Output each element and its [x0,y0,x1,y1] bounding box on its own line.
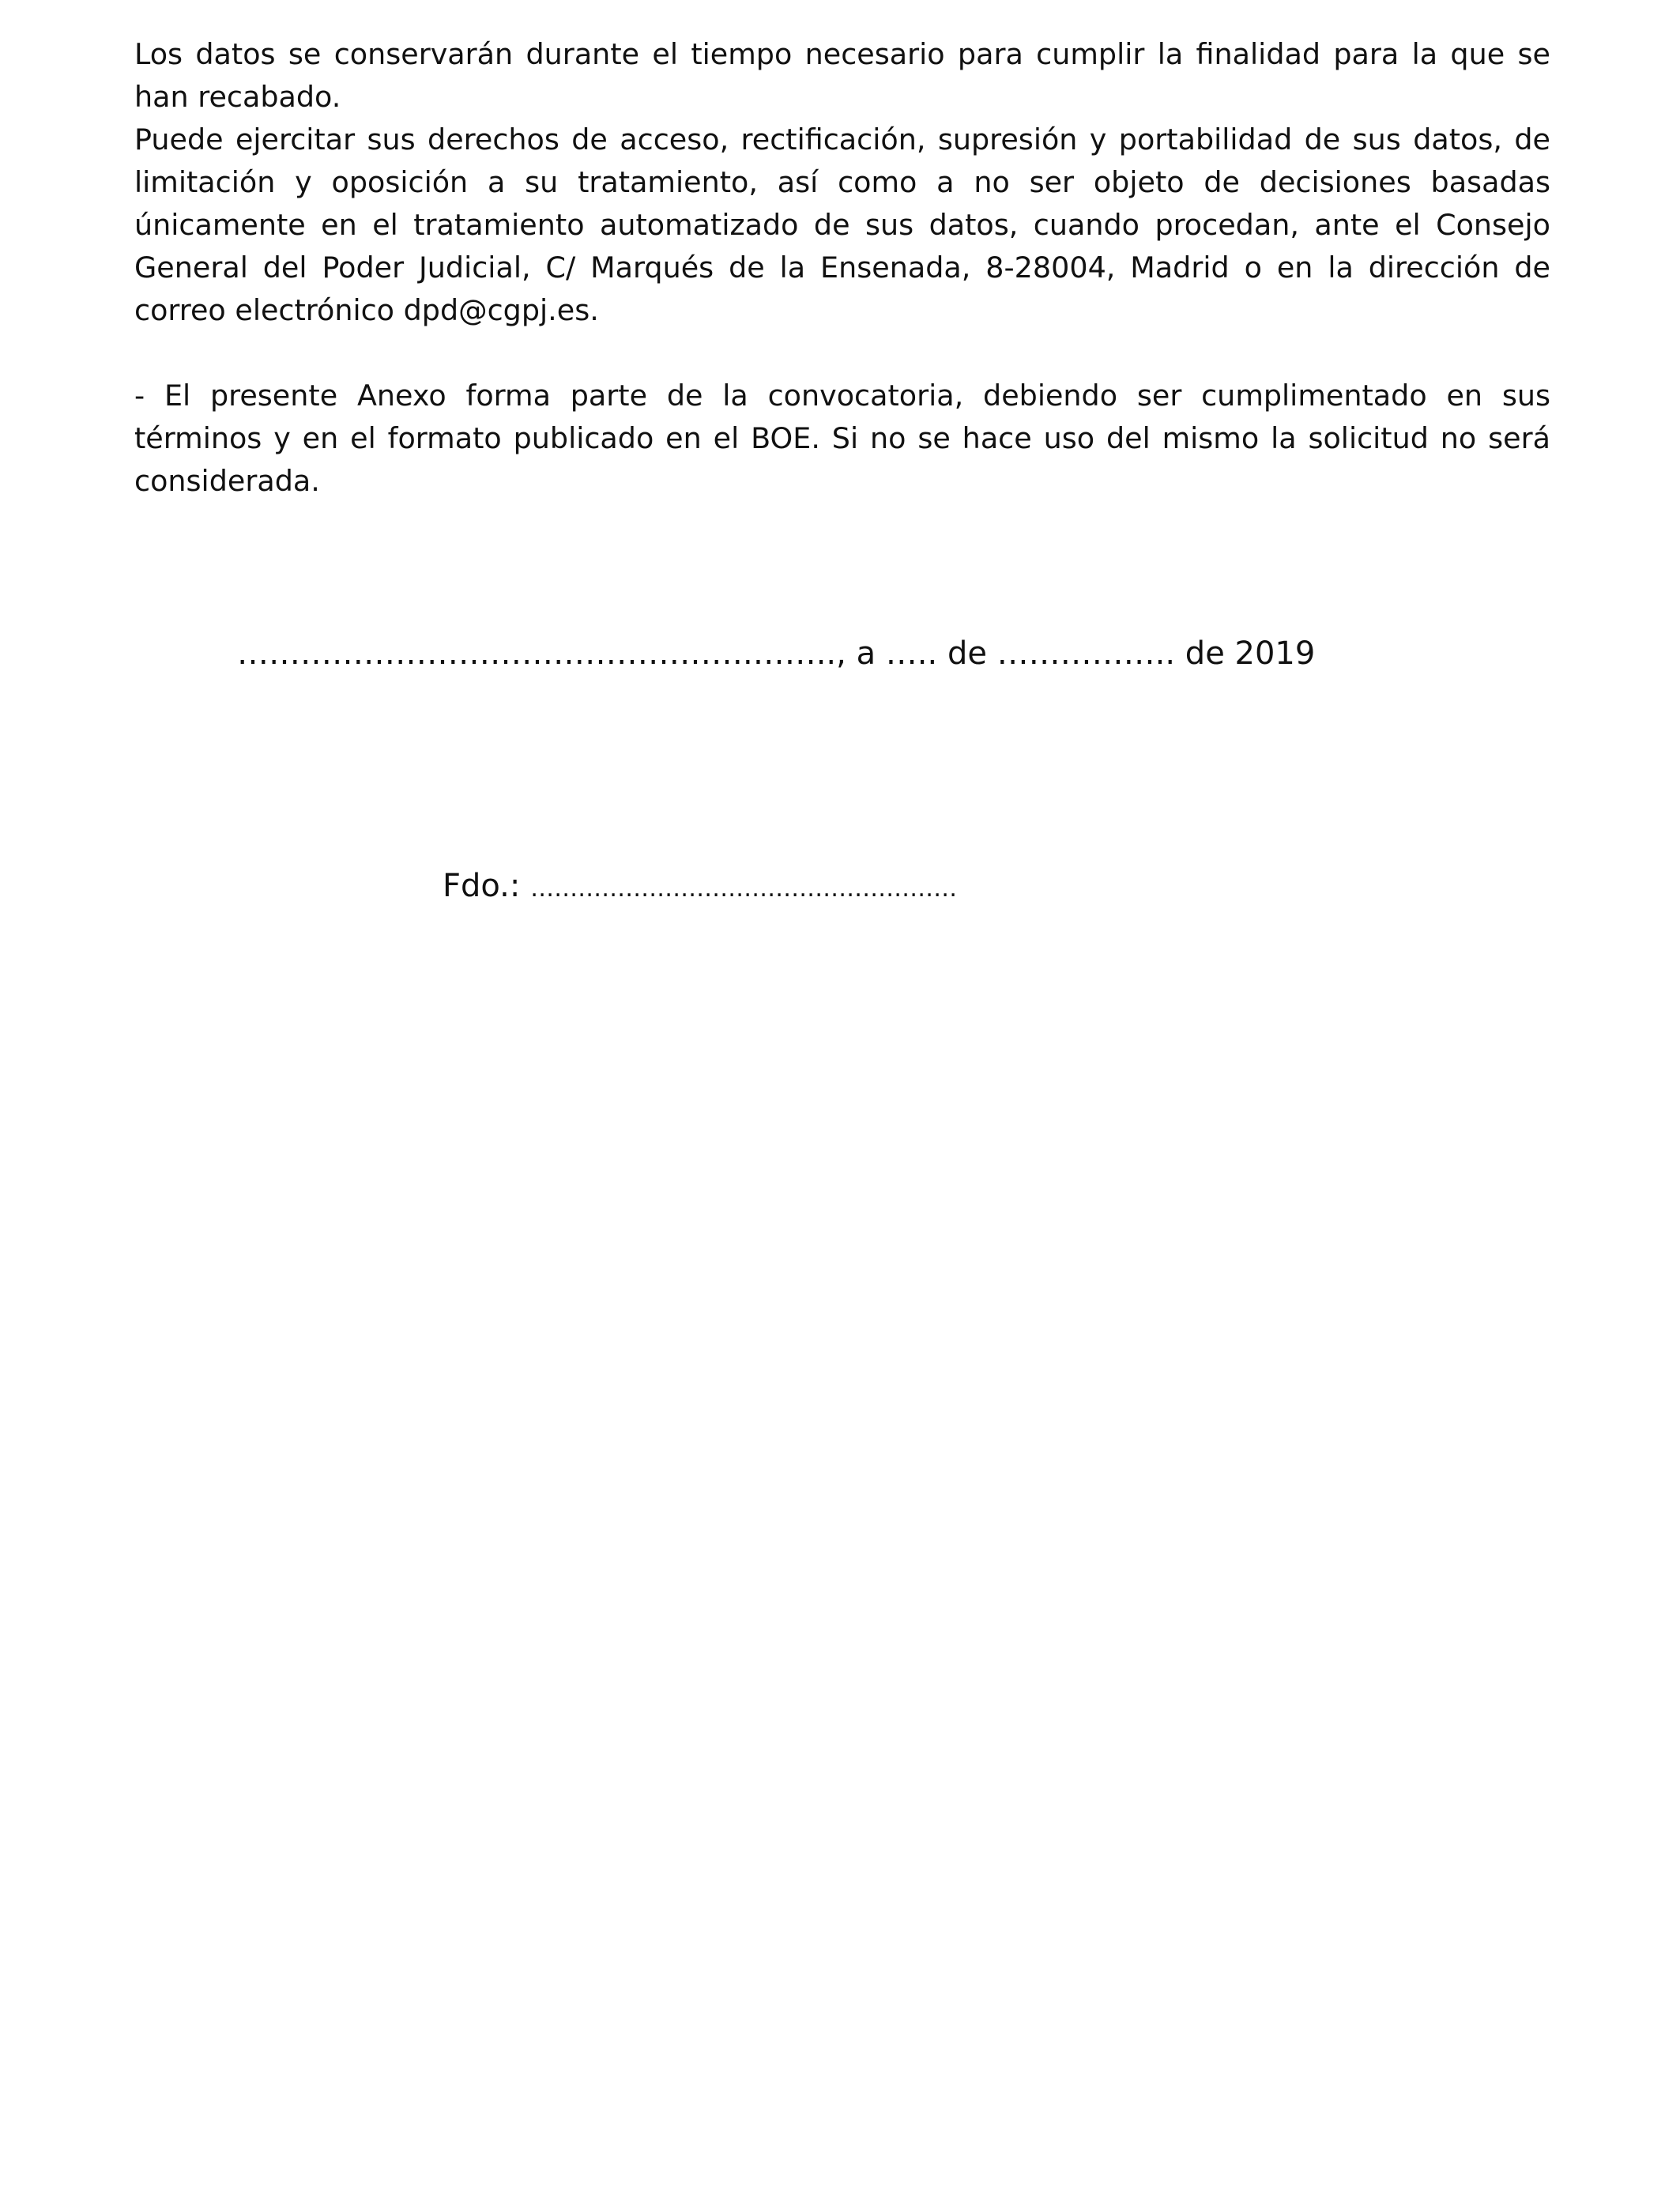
signature-line [443,865,957,914]
paragraph-rights: Puede ejercitar sus derechos de acceso, rectificación, supresión y portabilidad de sus datos, de limitación y oposición a su tratamiento, así como a no ser objeto de decisiones basadas únicamente en el tratamiento automatizado de sus datos, cuando procedan, ante el Consejo General del Poder Judicial, C/ Marqués de la Ensenada, 8-28004, Madrid o en la dirección de correo electrónico dpd@cgpj.es. [134,123,1550,327]
paragraph-annex-notice: - El presente Anexo forma parte de la convocatoria, debiendo ser cumplimentado en sus términos y en el formato publicado en el BOE. Si no se hace uso del mismo la solicitud no será considerada. [134,379,1550,498]
body-text [134,33,1550,503]
signature-label: Fdo.: [443,868,531,904]
place-date-line: ………………………………………….…….., a ….. de …………….. de 2019 [237,635,1316,672]
signature-blank: ……………………………………………… [530,875,958,903]
paragraph-retention: Los datos se conservarán durante el tiempo necesario para cumplir la finalidad para la que se han recabado. [134,37,1550,114]
